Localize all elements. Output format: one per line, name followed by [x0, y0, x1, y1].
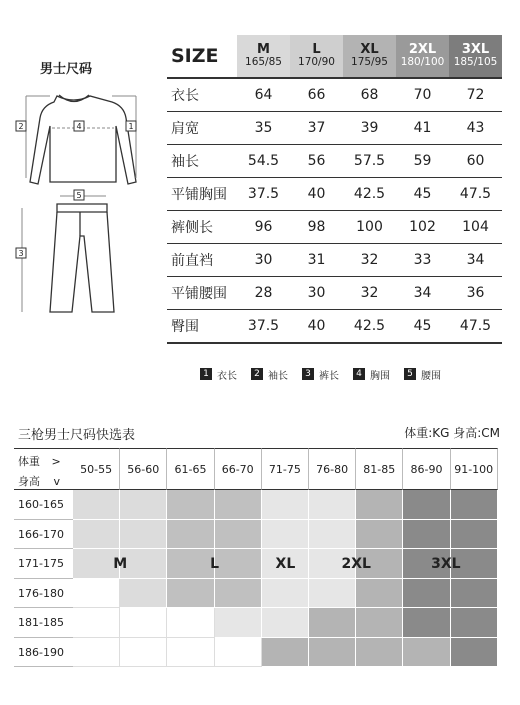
size-col-2xl: 2XL 180/100 — [396, 35, 449, 78]
measure-label: 肩宽 — [167, 112, 237, 145]
size-grid-cell — [167, 549, 214, 579]
measure-value: 40 — [290, 178, 343, 211]
measure-value: 98 — [290, 211, 343, 244]
size-grid-cell — [120, 520, 167, 550]
measure-value: 28 — [237, 277, 290, 310]
height-label: 181-185 — [14, 608, 73, 638]
size-grid-cell — [403, 638, 450, 668]
legend-item — [251, 367, 288, 382]
measure-value: 35 — [237, 112, 290, 145]
measure-value: 40 — [290, 310, 343, 344]
height-label: 160-165 — [14, 490, 73, 520]
weight-header: 56-60 — [120, 448, 167, 490]
size-grid-cell — [262, 579, 309, 609]
measure-value: 30 — [237, 244, 290, 277]
size-grid-cell — [73, 520, 120, 550]
measure-value: 32 — [343, 277, 396, 310]
size-row — [167, 244, 502, 277]
measure-value: 45 — [396, 310, 449, 344]
quick-table-title: 三枪男士尺码快选表 — [18, 428, 136, 443]
measure-value: 33 — [396, 244, 449, 277]
size-region-label: M — [113, 555, 128, 572]
measure-value: 42.5 — [343, 310, 396, 344]
size-grid-cell — [451, 490, 498, 520]
measure-value: 34 — [396, 277, 449, 310]
measure-value: 54.5 — [237, 145, 290, 178]
measurement-legend — [200, 366, 455, 382]
size-grid-cell — [403, 490, 450, 520]
legend-item — [302, 367, 339, 382]
size-grid-cell — [403, 608, 450, 638]
measure-value: 39 — [343, 112, 396, 145]
size-grid-cell — [403, 520, 450, 550]
weight-header: 86-90 — [403, 448, 450, 490]
measure-value: 37.5 — [237, 310, 290, 344]
size-grid-cell — [120, 638, 167, 668]
size-grid-cell — [120, 608, 167, 638]
weight-header: 91-100 — [451, 448, 498, 490]
size-grid-cell — [167, 520, 214, 550]
weight-header: 66-70 — [215, 448, 262, 490]
marker-3: 3 — [18, 249, 24, 258]
measure-value: 72 — [449, 78, 502, 112]
measure-value: 30 — [290, 277, 343, 310]
size-grid-cell — [356, 490, 403, 520]
corner-height: 身高 v — [18, 475, 61, 488]
size-grid-cell — [73, 579, 120, 609]
measure-label: 平铺腰围 — [167, 277, 237, 310]
legend-label: 腰围 — [421, 370, 441, 382]
legend-label: 胸围 — [370, 370, 390, 382]
size-grid-cell — [120, 490, 167, 520]
height-label: 186-190 — [14, 638, 73, 668]
size-col-l: L 170/90 — [290, 35, 343, 78]
measure-value: 64 — [237, 78, 290, 112]
unit-note: 体重:KG 身高:CM — [404, 426, 500, 440]
size-grid-cell — [309, 579, 356, 609]
measure-label: 袖长 — [167, 145, 237, 178]
measure-label: 臀围 — [167, 310, 237, 344]
measure-value: 66 — [290, 78, 343, 112]
size-grid-cell — [167, 638, 214, 668]
size-col-3xl: 3XL 185/105 — [449, 35, 502, 78]
measure-value: 68 — [343, 78, 396, 112]
height-label: 166-170 — [14, 520, 73, 550]
size-col-m: M 165/85 — [237, 35, 290, 78]
legend-num: 3 — [302, 368, 314, 380]
size-grid-cell — [262, 520, 309, 550]
marker-5: 5 — [76, 191, 82, 200]
size-grid-cell — [309, 490, 356, 520]
weight-header: 81-85 — [356, 448, 403, 490]
size-grid-cell — [451, 638, 498, 668]
size-grid-cell — [356, 638, 403, 668]
measure-value: 37 — [290, 112, 343, 145]
measure-label: 前直裆 — [167, 244, 237, 277]
size-grid-cell — [262, 638, 309, 668]
size-grid-cell — [215, 549, 262, 579]
measure-value: 102 — [396, 211, 449, 244]
pants-outline-icon — [50, 204, 114, 312]
size-grid-cell — [403, 579, 450, 609]
legend-num: 1 — [200, 368, 212, 380]
size-region-label: XL — [275, 555, 296, 572]
size-grid-cell — [215, 520, 262, 550]
legend-num: 5 — [404, 368, 416, 380]
size-col-xl: XL 175/95 — [343, 35, 396, 78]
measure-value: 41 — [396, 112, 449, 145]
legend-label: 衣长 — [217, 370, 237, 382]
size-grid-cell — [451, 520, 498, 550]
size-header-row — [167, 35, 502, 78]
measure-label: 裤侧长 — [167, 211, 237, 244]
size-row — [167, 178, 502, 211]
height-label: 171-175 — [14, 549, 73, 579]
size-grid-cell — [120, 549, 167, 579]
weight-header: 76-80 — [309, 448, 356, 490]
measure-value: 47.5 — [449, 310, 502, 344]
measure-value: 36 — [449, 277, 502, 310]
size-grid-cell — [262, 608, 309, 638]
size-grid-cell — [73, 608, 120, 638]
measure-value: 32 — [343, 244, 396, 277]
corner-weight: 体重 > — [18, 455, 61, 468]
measure-label: 平铺胸围 — [167, 178, 237, 211]
size-row — [167, 145, 502, 178]
size-corner: SIZE — [167, 35, 237, 78]
size-row — [167, 310, 502, 344]
measure-value: 47.5 — [449, 178, 502, 211]
measure-value: 34 — [449, 244, 502, 277]
size-grid-cell — [309, 608, 356, 638]
measure-value: 70 — [396, 78, 449, 112]
size-grid-cell — [215, 579, 262, 609]
legend-num: 4 — [353, 368, 365, 380]
size-row — [167, 78, 502, 112]
measure-value: 56 — [290, 145, 343, 178]
size-row — [167, 211, 502, 244]
measure-value: 60 — [449, 145, 502, 178]
quick-size-table — [14, 448, 504, 668]
measure-value: 104 — [449, 211, 502, 244]
size-grid-cell — [451, 579, 498, 609]
size-grid-cell — [73, 638, 120, 668]
legend-item — [353, 367, 390, 382]
legend-label: 裤长 — [319, 370, 339, 382]
legend-label: 袖长 — [268, 370, 288, 382]
measure-value: 59 — [396, 145, 449, 178]
measure-value: 100 — [343, 211, 396, 244]
measure-label: 衣长 — [167, 78, 237, 112]
left-title: 男士尺码 — [40, 62, 93, 77]
size-grid-cell — [215, 490, 262, 520]
corner-cell — [14, 448, 73, 490]
measure-value: 31 — [290, 244, 343, 277]
size-grid-cell — [215, 638, 262, 668]
size-row — [167, 112, 502, 145]
marker-2: 2 — [18, 122, 24, 131]
size-chart-table — [167, 35, 502, 344]
legend-item — [404, 367, 441, 382]
measure-value: 45 — [396, 178, 449, 211]
size-region-label: L — [210, 555, 220, 572]
measure-value: 96 — [237, 211, 290, 244]
size-grid-cell — [167, 490, 214, 520]
size-grid-cell — [215, 608, 262, 638]
size-grid-cell — [262, 490, 309, 520]
size-grid-cell — [120, 579, 167, 609]
weight-header: 61-65 — [167, 448, 214, 490]
size-grid-cell — [451, 608, 498, 638]
size-grid-cell — [167, 579, 214, 609]
weight-header: 50-55 — [73, 448, 120, 490]
size-grid-cell — [73, 490, 120, 520]
weight-header: 71-75 — [262, 448, 309, 490]
size-grid-cell — [356, 608, 403, 638]
size-row — [167, 277, 502, 310]
measure-value: 37.5 — [237, 178, 290, 211]
marker-1: 1 — [128, 122, 134, 131]
height-label: 176-180 — [14, 579, 73, 609]
size-grid-cell — [167, 608, 214, 638]
garment-diagram — [12, 78, 160, 328]
size-grid-cell — [356, 579, 403, 609]
legend-item — [200, 367, 237, 382]
legend-num: 2 — [251, 368, 263, 380]
measure-value: 57.5 — [343, 145, 396, 178]
shirt-outline-icon — [30, 95, 136, 184]
size-grid-cell — [309, 638, 356, 668]
size-grid-cell — [356, 520, 403, 550]
marker-4: 4 — [76, 122, 82, 131]
measure-value: 42.5 — [343, 178, 396, 211]
size-grid-cell — [309, 520, 356, 550]
size-region-label: 2XL — [341, 555, 371, 572]
size-region-label: 3XL — [431, 555, 461, 572]
measure-value: 43 — [449, 112, 502, 145]
